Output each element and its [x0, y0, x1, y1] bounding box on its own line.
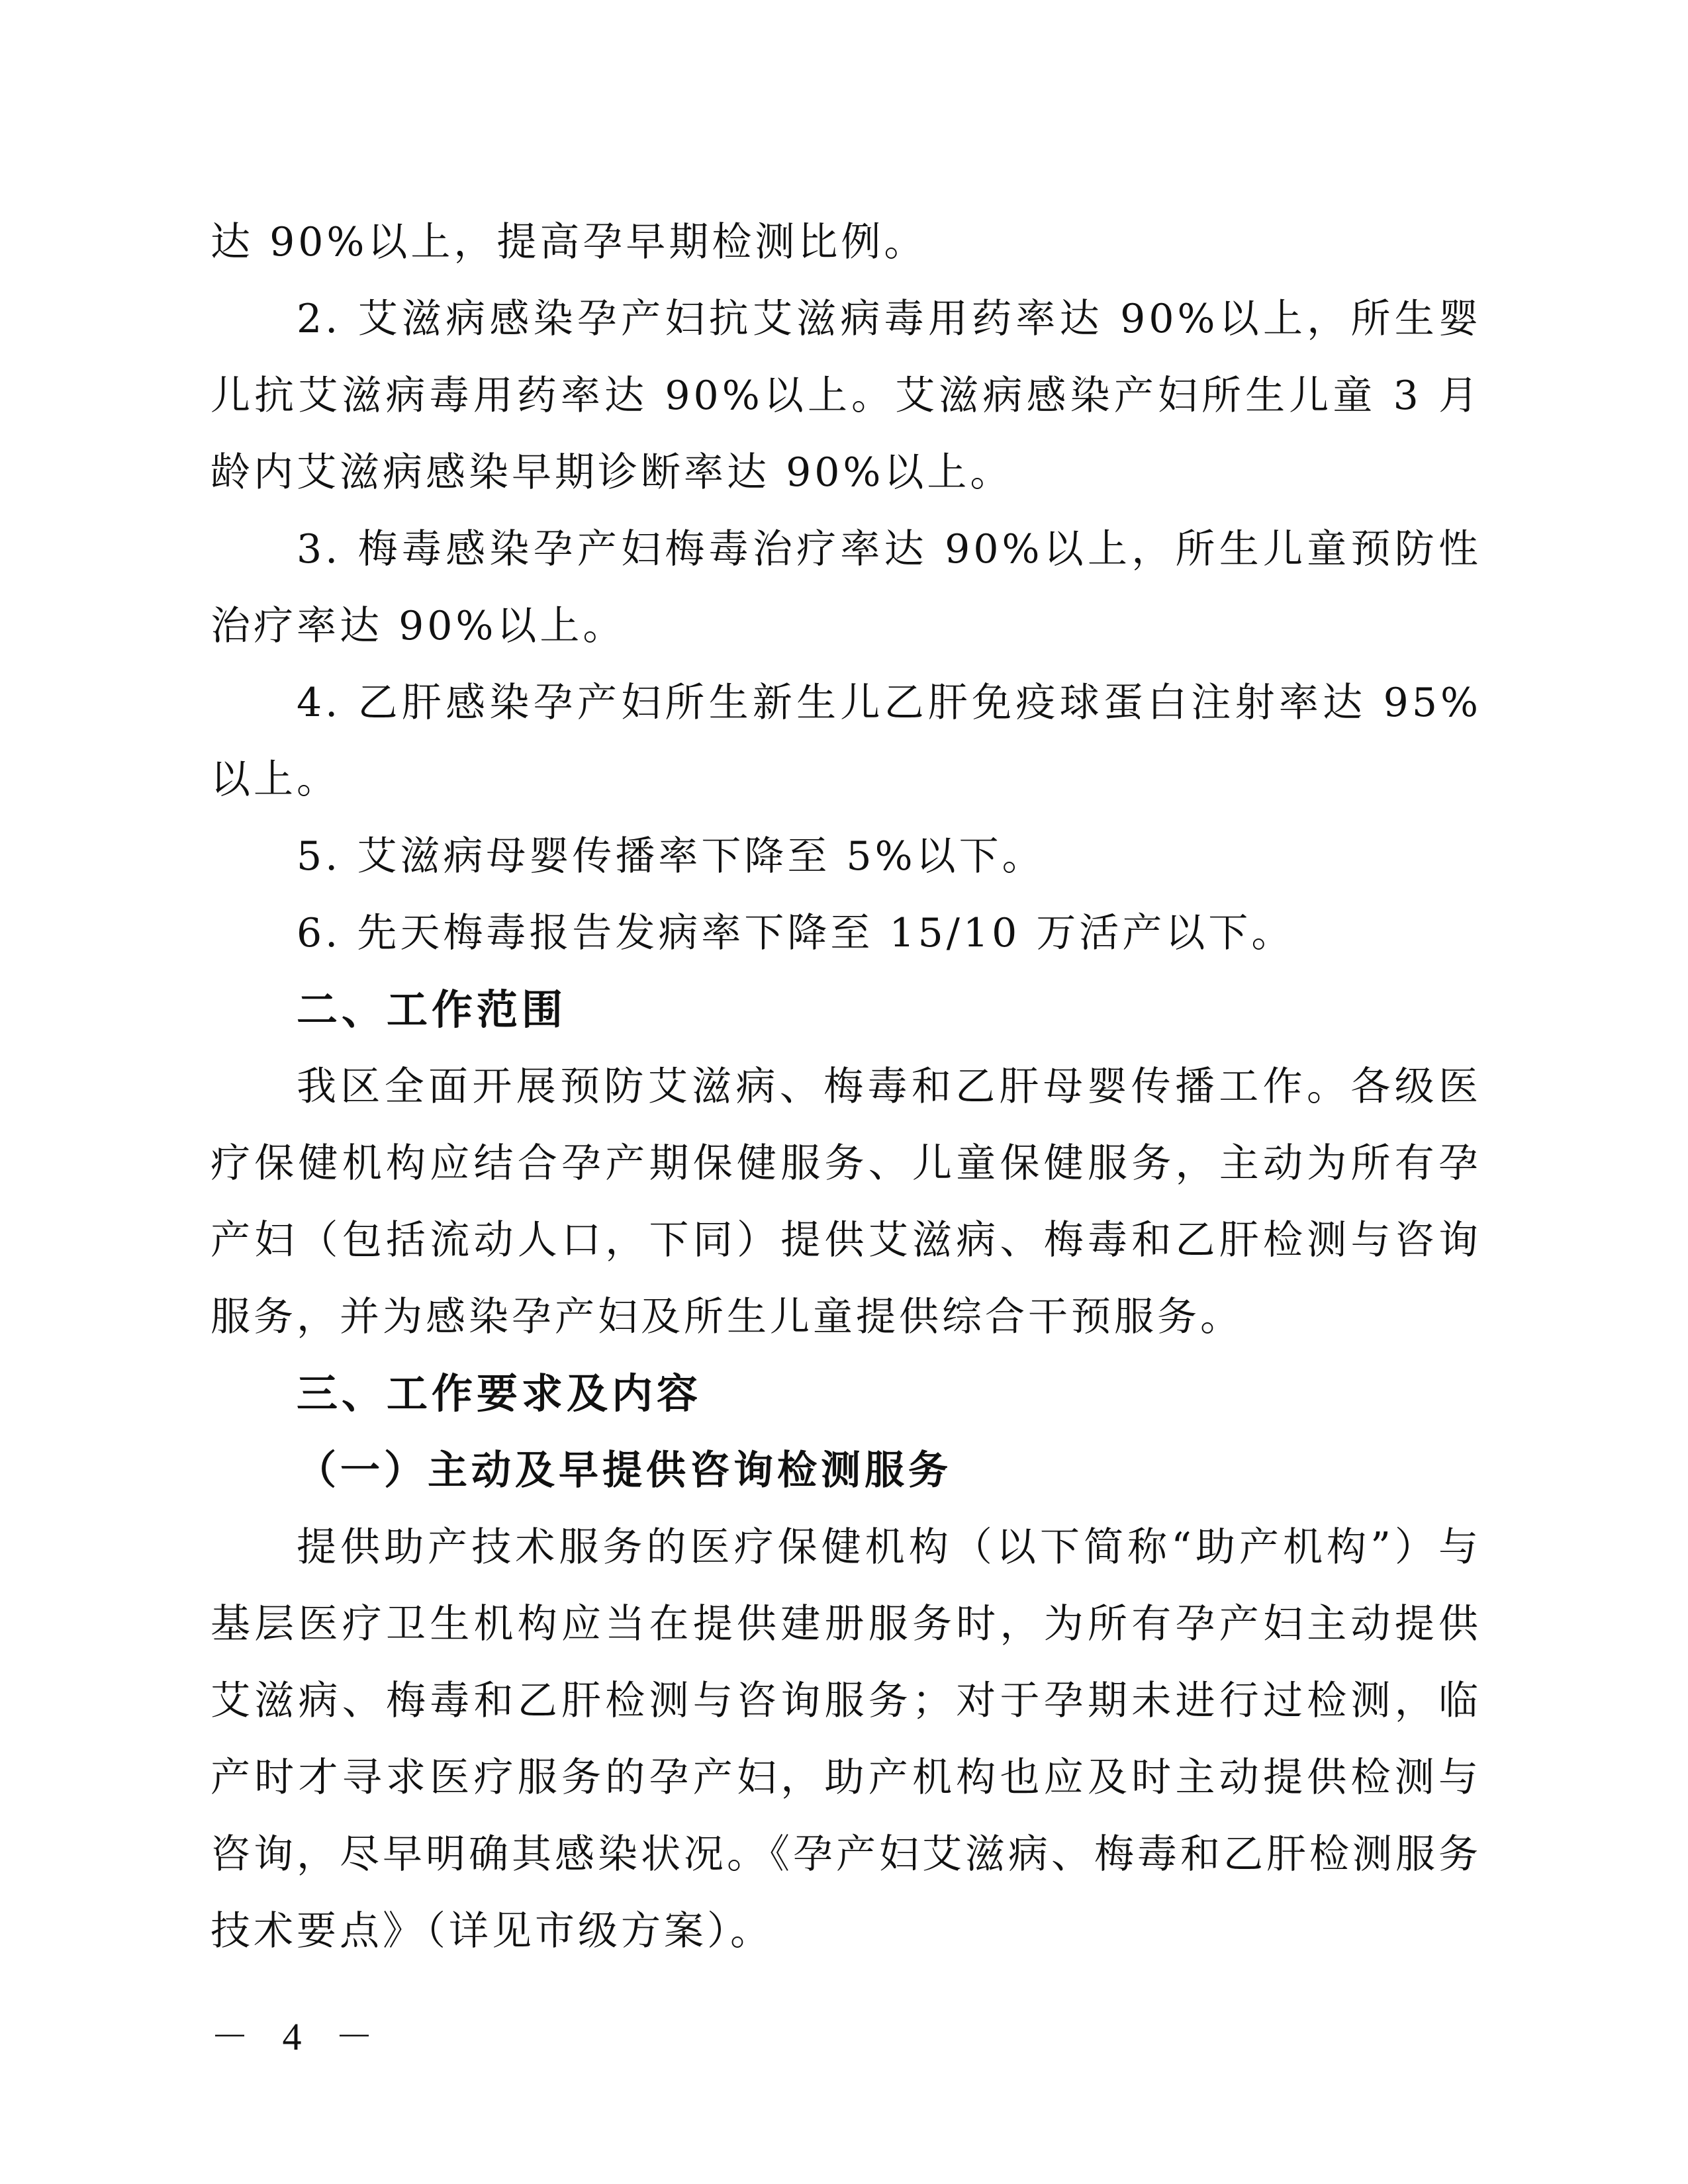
section-heading-scope: 二、工作范围 [297, 985, 567, 1034]
subsection-heading-consultation: （一）主动及早提供咨询检测服务 [297, 1447, 952, 1494]
paragraph-item-2: 2. 艾滋病感染孕产妇抗艾滋病毒用药率达 90%以上，所生婴儿抗艾滋病毒用药率达 90%以上。艾滋病感染产妇所生儿童 3 月龄内艾滋病感染早期诊断率达 90%以上。 [211, 296, 1481, 496]
paragraph-item-4: 4. 乙肝感染孕产妇所生新生儿乙肝免疫球蛋白注射率达 95%以上。 [211, 680, 1481, 803]
section-heading-requirements: 三、工作要求及内容 [297, 1369, 702, 1418]
paragraph-item-6: 6. 先天梅毒报告发病率下降至 15/10 万活产以下。 [297, 910, 1295, 956]
paragraph-continuation: 达 90%以上，提高孕早期检测比例。 [211, 219, 927, 265]
page-number: － 4 － [211, 2015, 386, 2058]
paragraph-scope: 我区全面开展预防艾滋病、梅毒和乙肝母婴传播工作。各级医疗保健机构应结合孕产期保健服务、儿童保健服务，主动为所有孕产妇（包括流动人口，下同）提供艾滋病、梅毒和乙肝检测与咨询服务，并为感染孕产妇及所生儿童提供综合干预服务。 [211, 1064, 1481, 1340]
paragraph-item-3: 3. 梅毒感染孕产妇梅毒治疗率达 90%以上，所生儿童预防性治疗率达 90%以上。 [211, 526, 1481, 649]
paragraph-item-5: 5. 艾滋病母婴传播率下降至 5%以下。 [297, 833, 1045, 880]
paragraph-services: 提供助产技术服务的医疗保健机构（以下简称“助产机构”）与基层医疗卫生机构应当在提供建册服务时，为所有孕产妇主动提供艾滋病、梅毒和乙肝检测与咨询服务；对于孕期未进行过检测，临产时才寻求医疗服务的孕产妇，助产机构也应及时主动提供检测与咨询，尽早明确其感染状况。《孕产妇艾滋病、梅毒和乙肝检测服务技术要点》（详见市级方案）。 [211, 1524, 1481, 1954]
